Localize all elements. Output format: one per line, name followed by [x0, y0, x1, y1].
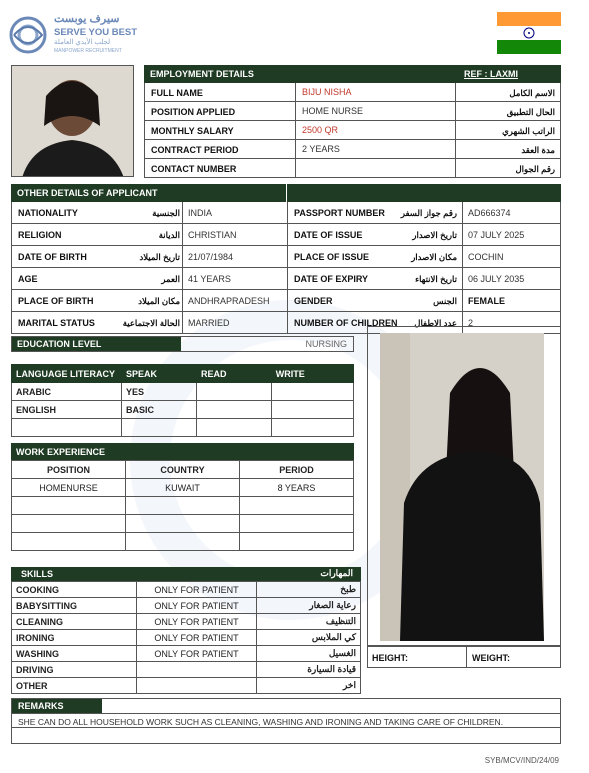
- language-cell: ARABIC: [12, 383, 122, 401]
- employment-details: [144, 65, 561, 178]
- education-value: NURSING: [305, 339, 347, 349]
- work-cell: [126, 515, 240, 533]
- work-cell: 8 YEARS: [240, 479, 354, 497]
- skill-row: [12, 582, 361, 598]
- employment-title: EMPLOYMENT DETAILS: [150, 69, 254, 79]
- applicant-photo-full: [380, 333, 544, 641]
- detail-value: 21/07/1984: [188, 252, 234, 262]
- detail-label: NATIONALITY: [18, 208, 78, 218]
- skill-label-ar: طبخ: [257, 582, 361, 598]
- skill-value: ONLY FOR PATIENT: [137, 646, 257, 662]
- india-flag: [497, 12, 561, 54]
- detail-label: DATE OF EXPIRY: [294, 274, 369, 284]
- remarks: [11, 698, 561, 744]
- detail-label-ar: مكان الاصدار: [411, 252, 457, 262]
- employment-label: CONTACT NUMBER: [151, 164, 237, 174]
- skill-value: ONLY FOR PATIENT: [137, 614, 257, 630]
- detail-label-ar: الحالة الاجتماعية: [122, 318, 180, 328]
- detail-value: INDIA: [188, 208, 213, 218]
- skill-value: ONLY FOR PATIENT: [137, 582, 257, 598]
- remarks-text: SHE CAN DO ALL HOUSEHOLD WORK SUCH AS CLEANING, WASHING AND IRONING AND TAKING CARE OF CHILDREN.: [12, 713, 560, 728]
- logo-icon: [8, 15, 48, 55]
- employment-row: [144, 140, 561, 159]
- skill-label-ar: اخر: [257, 678, 361, 694]
- skill-label: COOKING: [12, 582, 137, 598]
- brand-name: SERVE YOU BEST: [54, 27, 138, 38]
- detail-label-ar: تاريخ الانتهاء: [415, 274, 457, 284]
- detail-label: RELIGION: [18, 230, 62, 240]
- skill-label: CLEANING: [12, 614, 137, 630]
- skill-label-ar: التنظيف: [257, 614, 361, 630]
- language-table: [11, 364, 354, 437]
- skill-label: OTHER: [12, 678, 137, 694]
- work-cell: [126, 497, 240, 515]
- portrait-icon: [12, 66, 134, 177]
- work-cell: [12, 533, 126, 551]
- work-cell: HOMENURSE: [12, 479, 126, 497]
- applicant-photo-small: [11, 65, 134, 177]
- work-row: [12, 515, 354, 533]
- other-details-header: [11, 184, 561, 202]
- work-experience: [11, 443, 354, 551]
- work-cell: [240, 515, 354, 533]
- skill-label-ar: الغسيل: [257, 646, 361, 662]
- work-cell: [12, 515, 126, 533]
- detail-label: NUMBER OF CHILDREN: [294, 318, 398, 328]
- detail-label-ar: تاريخ الميلاد: [139, 252, 180, 262]
- detail-label-ar: عدد الاطفال: [414, 318, 457, 328]
- work-cell: [240, 533, 354, 551]
- detail-label: GENDER: [294, 296, 333, 306]
- detail-label-ar: العمر: [161, 274, 180, 284]
- language-row: [12, 401, 354, 419]
- detail-label-ar: الجنس: [433, 296, 457, 306]
- detail-value: 06 JULY 2035: [468, 274, 525, 284]
- detail-value: 41 YEARS: [188, 274, 231, 284]
- footer-code: SYB/MCV/IND/24/09: [484, 756, 559, 765]
- employment-label-ar: رقم الجوال: [515, 164, 555, 174]
- company-logo: [8, 12, 158, 58]
- other-details-row: [11, 290, 561, 312]
- language-cell: ENGLISH: [12, 401, 122, 419]
- skill-row: [12, 678, 361, 694]
- work-header: COUNTRY: [126, 461, 240, 479]
- brand-arabic-name: سيرف يوبست: [54, 13, 120, 25]
- language-cell: BASIC: [122, 401, 197, 419]
- skill-label-ar: رعاية الصغار: [257, 598, 361, 614]
- skills-header: [11, 567, 361, 581]
- language-cell: [271, 419, 353, 437]
- other-details-row: [11, 246, 561, 268]
- work-header: POSITION: [12, 461, 126, 479]
- work-row: [12, 533, 354, 551]
- other-details: [11, 184, 561, 334]
- employment-label-ar: الحال التطبيق: [506, 107, 555, 117]
- work-row: [12, 479, 354, 497]
- detail-value: AD666374: [468, 208, 511, 218]
- employment-header: [144, 65, 561, 83]
- language-header: LANGUAGE LITERACY: [12, 365, 122, 383]
- skill-value: ONLY FOR PATIENT: [137, 630, 257, 646]
- skills-title-ar: المهارات: [320, 568, 353, 578]
- employment-label: FULL NAME: [151, 88, 203, 98]
- employment-value: 2 YEARS: [302, 144, 340, 154]
- employment-value: HOME NURSE: [302, 106, 364, 116]
- skills: [11, 567, 361, 694]
- language-cell: YES: [122, 383, 197, 401]
- language-cell: [197, 383, 272, 401]
- detail-value: MARRIED: [188, 318, 230, 328]
- language-cell: [122, 419, 197, 437]
- detail-label-ar: رقم جواز السفر: [400, 208, 457, 218]
- employment-label: POSITION APPLIED: [151, 107, 236, 117]
- detail-value: 07 JULY 2025: [468, 230, 525, 240]
- employment-label: CONTRACT PERIOD: [151, 145, 239, 155]
- other-details-row: [11, 268, 561, 290]
- other-details-row: [11, 202, 561, 224]
- detail-label: MARITAL STATUS: [18, 318, 95, 328]
- detail-label-ar: الديانة: [158, 230, 180, 240]
- ref-label: REF : LAXMI: [464, 69, 519, 79]
- employment-value: BIJU NISHA: [302, 87, 352, 97]
- detail-label: PASSPORT NUMBER: [294, 208, 385, 218]
- language-cell: [12, 419, 122, 437]
- weight-label: WEIGHT:: [472, 653, 510, 663]
- skill-row: [12, 646, 361, 662]
- skill-label-ar: كي الملابس: [257, 630, 361, 646]
- skill-value: ONLY FOR PATIENT: [137, 598, 257, 614]
- skill-value: [137, 662, 257, 678]
- detail-label: DATE OF ISSUE: [294, 230, 363, 240]
- detail-value: CHRISTIAN: [188, 230, 237, 240]
- detail-value: FEMALE: [468, 296, 505, 306]
- language-header: READ: [197, 365, 272, 383]
- brand-arabic-sub: لجلب الأيدي العاملة: [54, 39, 111, 46]
- height-label: HEIGHT:: [372, 653, 408, 663]
- remarks-title: REMARKS: [12, 699, 102, 713]
- work-row: [12, 497, 354, 515]
- detail-label: PLACE OF BIRTH: [18, 296, 94, 306]
- education-label: EDUCATION LEVEL: [12, 337, 181, 351]
- ashoka-chakra-icon: [523, 27, 535, 39]
- skill-value: [137, 678, 257, 694]
- skill-row: [12, 598, 361, 614]
- skill-label-ar: قيادة السيارة: [257, 662, 361, 678]
- language-row: [12, 383, 354, 401]
- employment-row: [144, 83, 561, 102]
- detail-value: ANDHRAPRADESH: [188, 296, 270, 306]
- language-row: [12, 419, 354, 437]
- employment-row: [144, 159, 561, 178]
- work-cell: [126, 533, 240, 551]
- employment-row: [144, 121, 561, 140]
- language-header: WRITE: [271, 365, 353, 383]
- work-header: PERIOD: [240, 461, 354, 479]
- skill-row: [12, 662, 361, 678]
- detail-label-ar: تاريخ الاصدار: [412, 230, 457, 240]
- other-details-row: [11, 224, 561, 246]
- skill-label: IRONING: [12, 630, 137, 646]
- employment-label-ar: الاسم الكامل: [509, 88, 555, 98]
- detail-label-ar: الجنسية: [152, 208, 180, 218]
- detail-label: DATE OF BIRTH: [18, 252, 87, 262]
- detail-label-ar: مكان الميلاد: [138, 296, 180, 306]
- language-cell: [271, 383, 353, 401]
- language-header: SPEAK: [122, 365, 197, 383]
- work-title: WORK EXPERIENCE: [11, 443, 354, 460]
- skill-label: BABYSITTING: [12, 598, 137, 614]
- detail-value: 2: [468, 318, 474, 328]
- language-cell: [271, 401, 353, 419]
- skill-label: DRIVING: [12, 662, 137, 678]
- employment-label-ar: مدة العقد: [521, 145, 555, 155]
- detail-value: COCHIN: [468, 252, 504, 262]
- other-details-title: OTHER DETAILS OF APPLICANT: [17, 188, 158, 198]
- employment-value: 2500 QR: [302, 125, 339, 135]
- education-level: [11, 336, 354, 352]
- height-weight: [367, 646, 561, 668]
- skill-label: WASHING: [12, 646, 137, 662]
- work-cell: [240, 497, 354, 515]
- brand-sub: MANPOWER RECRUITMENT: [54, 48, 122, 54]
- skill-row: [12, 614, 361, 630]
- work-cell: [12, 497, 126, 515]
- skills-title: SKILLS: [21, 569, 54, 579]
- work-cell: KUWAIT: [126, 479, 240, 497]
- ref-value: LAXMI: [490, 69, 519, 79]
- skill-row: [12, 630, 361, 646]
- employment-label: MONTHLY SALARY: [151, 126, 234, 136]
- detail-label: PLACE OF ISSUE: [294, 252, 370, 262]
- language-cell: [197, 401, 272, 419]
- applicant-photo-full-frame: [367, 326, 561, 646]
- full-portrait-icon: [380, 333, 544, 641]
- employment-row: [144, 102, 561, 121]
- employment-label-ar: الراتب الشهري: [502, 126, 555, 136]
- language-cell: [197, 419, 272, 437]
- detail-label: AGE: [18, 274, 38, 284]
